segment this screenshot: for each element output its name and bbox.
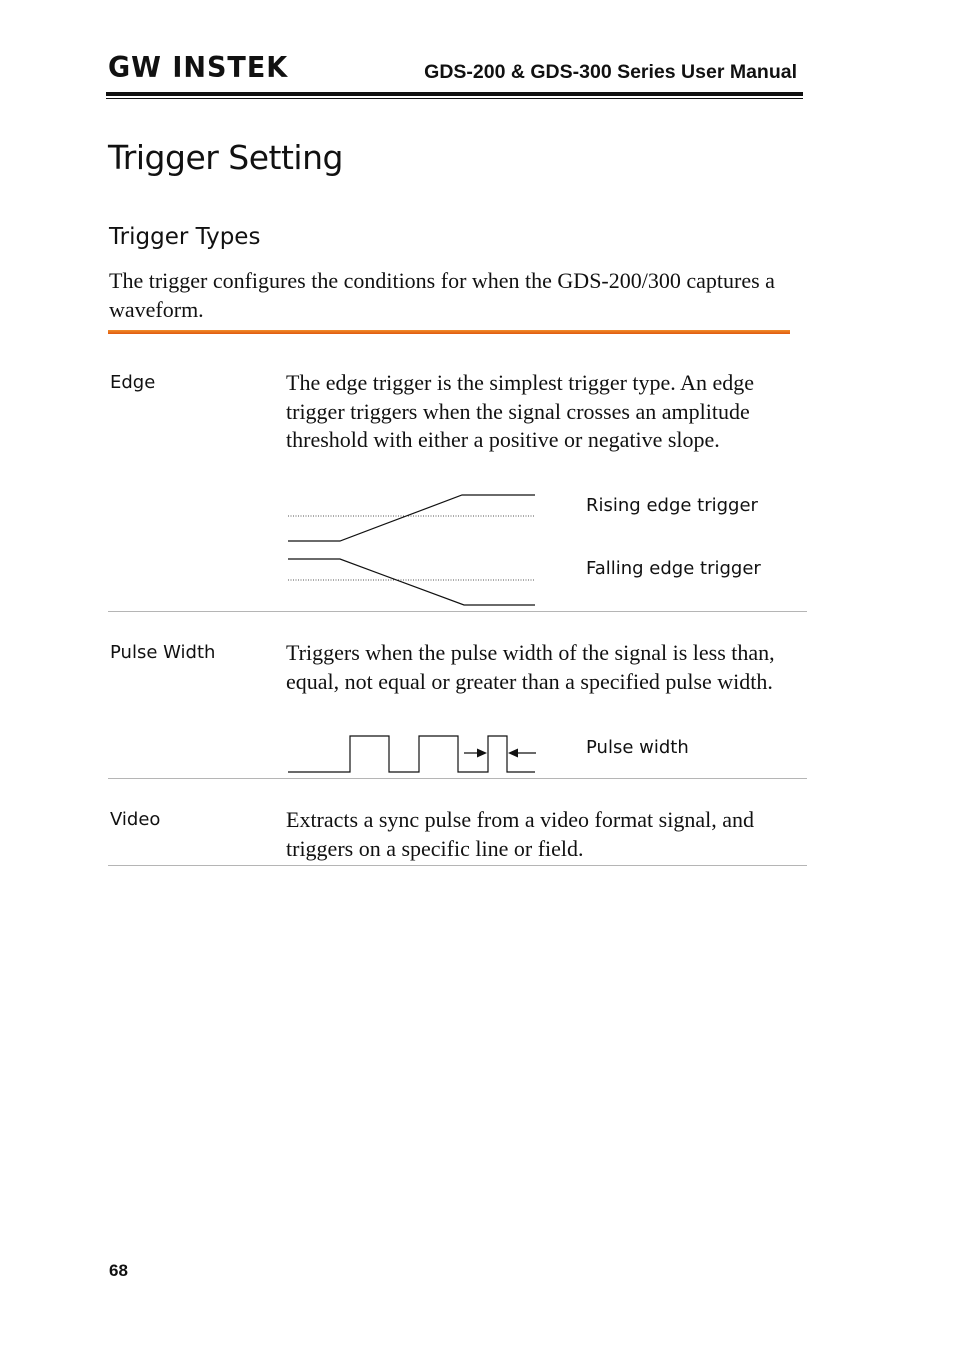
section-title: Trigger Types: [109, 224, 261, 250]
row-divider: [108, 611, 807, 612]
arrow-right-icon: [477, 749, 487, 758]
header-rule-thin: [106, 98, 803, 99]
row-divider: [108, 778, 807, 779]
gw-instek-logo: GW INSTEK: [108, 52, 289, 85]
row-description-video: Extracts a sync pulse from a video format signal, and triggers on a specific line or field.: [286, 807, 754, 861]
caption-rising-edge: Rising edge trigger: [586, 495, 758, 516]
falling-edge-waveform: [288, 559, 535, 605]
row-label-edge: Edge: [110, 372, 156, 393]
caption-pulse-width: Pulse width: [586, 737, 689, 758]
row-divider: [108, 865, 807, 866]
section-intro: The trigger configures the conditions for when the GDS-200/300 captures a waveform.: [109, 268, 775, 322]
row-description-edge: The edge trigger is the simplest trigger type. An edge trigger triggers when the signal crosses an amplitude threshold with either a positive or negative slope.: [286, 370, 754, 452]
rising-edge-waveform: [288, 495, 535, 541]
header-rule: [106, 92, 803, 96]
pulse-waveform: [288, 736, 535, 772]
pulse-width-diagram: [286, 732, 538, 776]
page-number: 68: [109, 1261, 128, 1280]
caption-falling-edge: Falling edge trigger: [586, 558, 761, 579]
page-title: Trigger Setting: [108, 138, 343, 177]
row-label-pulse-width: Pulse Width: [110, 642, 216, 663]
arrow-left-icon: [508, 749, 518, 758]
manual-title: GDS-200 & GDS-300 Series User Manual: [424, 61, 797, 83]
row-label-video: Video: [110, 809, 161, 830]
section-rule: [108, 330, 790, 334]
row-description-pulse-width: Triggers when the pulse width of the signal is less than, equal, not equal or greater than a specified pulse width.: [286, 640, 775, 694]
edge-trigger-diagram: [286, 488, 538, 610]
